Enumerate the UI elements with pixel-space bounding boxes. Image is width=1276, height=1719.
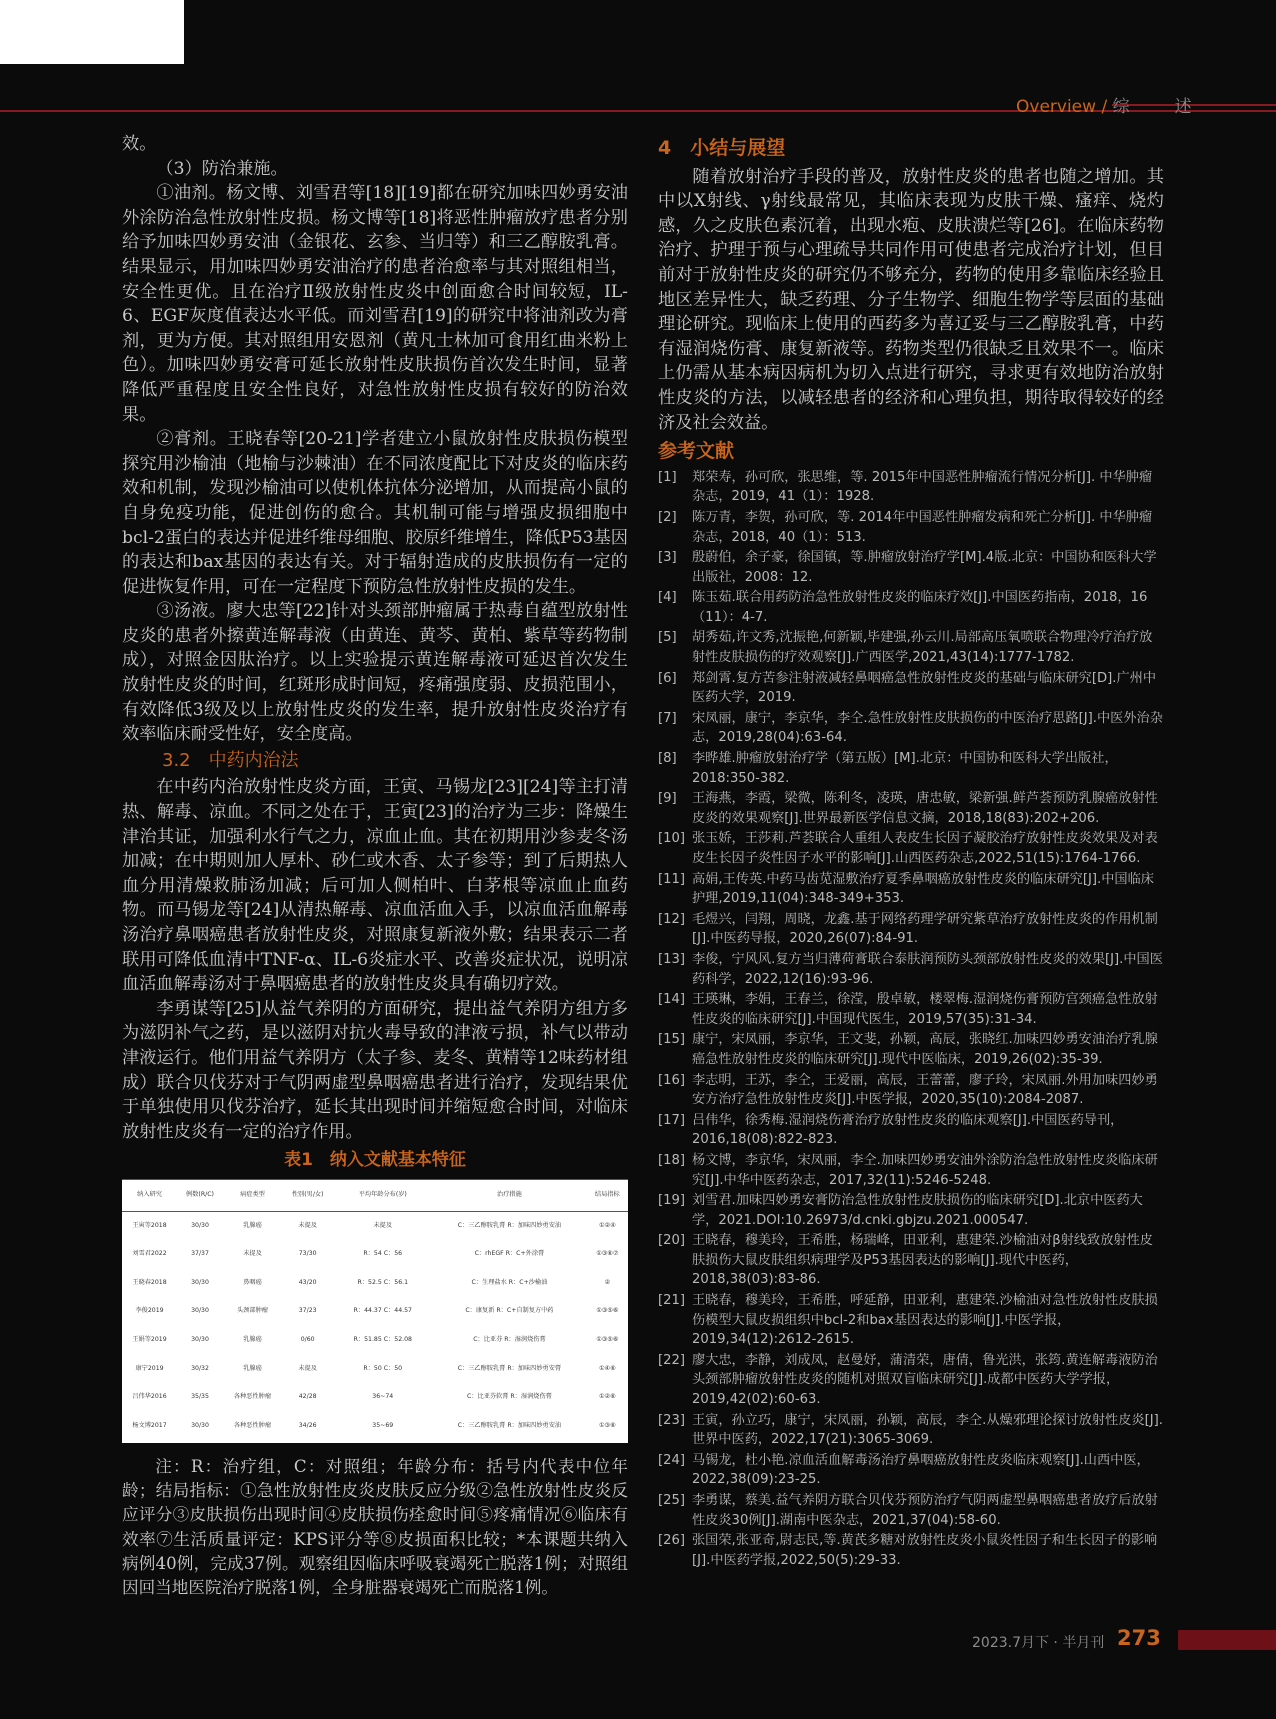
reference-item	[658, 548, 1164, 587]
paragraph: 效。	[122, 134, 157, 154]
reference-number: [4]	[658, 590, 677, 606]
reference-text: 高娟,王传英.中药马齿苋湿敷治疗夏季鼻咽癌放射性皮炎的临床研究[J].中国临床护理,2019,11(04):348-349+353.	[692, 871, 1154, 907]
corner-block	[0, 0, 184, 64]
reference-number: [20]	[658, 1233, 686, 1249]
table-cell: 36~74	[372, 1393, 394, 1401]
reference-list	[658, 468, 1164, 1571]
table-header: 结局指标	[587, 1179, 628, 1211]
reference-text: 刘雪君.加味四妙勇安膏防治急性放射性皮肤损伤的临床研究[D].北京中医药大学，2021.DOI:10.26973/d.cnki.gbjzu.2021.000547.	[692, 1193, 1143, 1228]
table-cell: ①③⑥⑦	[596, 1250, 619, 1258]
reference-item	[658, 1111, 1164, 1150]
table-cell: 头颈部肿瘤	[237, 1307, 268, 1315]
table-cell: 30/30	[191, 1278, 209, 1286]
reference-item	[658, 789, 1164, 828]
table-cell	[333, 1440, 432, 1443]
table-cell: ①③⑥	[598, 1421, 616, 1429]
reference-item	[658, 468, 1164, 507]
reference-number: [3]	[658, 550, 677, 566]
table-row	[122, 1269, 628, 1298]
table-cell: C：比亚芬 R：湿润烧伤膏	[473, 1335, 546, 1343]
paragraph: （3）防治兼施。	[156, 158, 288, 179]
table-row	[122, 1383, 628, 1412]
table-header: 病症类型	[223, 1179, 282, 1211]
table-row	[122, 1297, 628, 1326]
reference-number: [9]	[658, 791, 677, 807]
table-cell: C：三乙醇胺乳膏 R：加味四妙勇安油	[457, 1421, 562, 1429]
right-column	[658, 132, 1164, 1571]
reference-number: [15]	[658, 1032, 686, 1048]
table-cell: 各种恶性肿瘤	[233, 1421, 272, 1429]
reference-text: 张玉娇，王莎莉.芦荟联合人重组人表皮生长因子凝胶治疗放射性皮炎效果及对表皮生长因子炎性因子水平的影响[J].山西医药杂志,2022,51(15):1764-1766.	[692, 831, 1158, 866]
table-cell: R：51.85 C：52.08	[353, 1335, 412, 1343]
table-cell: 73/30	[298, 1250, 317, 1258]
table-header: 治疗措施	[432, 1179, 586, 1211]
section-tag	[1016, 92, 1206, 117]
table-row	[122, 1211, 628, 1240]
reference-text: 李勇谋，蔡美.益气养阴方联合贝伐芬预防治疗气阴两虚型鼻咽癌患者放疗后放射性皮炎30例[J].湖南中医杂志，2021,37(04):58-60.	[692, 1493, 1158, 1528]
reference-text: 毛煜兴，闫翔，周晓，龙鑫.基于网络药理学研究紫草治疗放射性皮炎的作用机制[J].中医药导报，2020,26(07):84-91.	[692, 911, 1158, 947]
table-row	[122, 1240, 628, 1269]
table-cell: ①②⑥	[598, 1393, 616, 1401]
reference-number: [22]	[658, 1352, 686, 1368]
reference-number: [25]	[658, 1493, 686, 1508]
reference-text: 李志明，王苏，李仝，王爱丽，高辰，王蕾蕾，廖子玲，宋凤丽.外用加味四妙勇安方治疗急性放射性皮炎[J].中医学报，2020,35(10):2084-2087.	[692, 1072, 1158, 1108]
table-cell: 吕伟华2016	[132, 1393, 167, 1401]
table-cell: 刘雪君2022	[132, 1250, 167, 1258]
table-cell: 康宁2019	[135, 1364, 164, 1372]
reference-item	[658, 829, 1164, 868]
reference-item	[658, 669, 1164, 708]
table-cell: 37/23	[298, 1307, 317, 1315]
table-cell: 未提及	[298, 1221, 317, 1229]
reference-text: 王晓春，穆美玲，王希胜，杨瑞峰，田亚利，惠建荣.沙榆油对β射线致放射性皮肤损伤大鼠皮肤组织病理学及P53基因表达的影响[J].现代中医药，2018,38(03):83-86.	[692, 1233, 1153, 1288]
reference-item	[658, 1071, 1164, 1110]
reference-text: 吕伟华，徐秀梅.湿润烧伤膏治疗放射性皮炎的临床观察[J].中国医药导刊，2016,18(08):822-823.	[692, 1112, 1124, 1148]
paragraph: ③汤液。廖大忠等[22]针对头颈部肿瘤属于热毒自蕴型放射性皮炎的患者外擦黄连解毒液（由黄连、黄芩、黄柏、紫草等药物制成），对照金因肽治疗。以上实验提示黄连解毒液可延迟首次发生放射性皮炎的时间，红斑形成时间短，疼痛强度弱、皮损范围小，有效降低3级及以上放射性皮炎的发生率，提升放射性皮炎治疗有效率临床耐受性好，安全度高。	[122, 601, 628, 745]
reference-item	[658, 1291, 1164, 1350]
table-cell: 30/30	[191, 1335, 209, 1343]
reference-number: [14]	[658, 992, 686, 1008]
table-cell: R：52.5 C：56.1	[357, 1278, 409, 1286]
reference-item	[658, 1151, 1164, 1190]
table-cell: 30/30	[191, 1307, 209, 1315]
page-footer	[0, 1628, 1276, 1652]
reference-item	[658, 910, 1164, 949]
table-cell: C：三乙醇胺乳膏 R：加味四妙勇安油	[457, 1221, 562, 1229]
subsection-heading: 3.2 中药内治法	[162, 749, 299, 771]
section-tag-zh: 综 述	[1112, 97, 1206, 117]
reference-number: [19]	[658, 1193, 686, 1209]
reference-item	[658, 950, 1164, 989]
reference-item	[658, 1491, 1164, 1530]
reference-number: [2]	[658, 509, 677, 525]
table-cell: 王寅等2018	[132, 1221, 167, 1229]
table-cell: 0/60	[300, 1335, 315, 1343]
table-row	[122, 1440, 628, 1443]
reference-item	[658, 1411, 1164, 1450]
table-cell: 37/37	[191, 1250, 209, 1258]
reference-number: [12]	[658, 911, 686, 927]
reference-item	[658, 1231, 1164, 1290]
issue-label: 2023.7月下 · 半月刊	[972, 1635, 1105, 1651]
reference-number: [17]	[658, 1112, 686, 1128]
reference-number: [10]	[658, 831, 686, 847]
table-title: 表1 纳入文献基本特征	[284, 1150, 466, 1171]
footer-bar	[1178, 1630, 1276, 1650]
reference-number: [24]	[658, 1452, 686, 1468]
reference-text: 王寅，孙立巧，康宁，宋凤丽，孙颖，高辰，李仝.从燥邪理论探讨放射性皮炎[J].世界中医药，2022,17(21):3065-3069.	[692, 1412, 1163, 1448]
table-cell	[122, 1440, 177, 1443]
reference-item	[658, 749, 1164, 788]
table-cell: 乳腺癌	[243, 1364, 262, 1372]
reference-number: [13]	[658, 951, 686, 967]
table-cell: ①③⑤⑥	[596, 1335, 619, 1343]
table-cell	[587, 1440, 628, 1443]
section-heading: 4 小结与展望	[658, 137, 786, 159]
reference-text: 陈玉茹.联合用药防治急性放射性皮炎的临床疗效[J].中国医药指南，2018，16（11）：4-7.	[692, 590, 1148, 625]
reference-number: [1]	[658, 469, 677, 485]
table-cell: 30/30	[191, 1421, 209, 1429]
table-cell: 35/35	[191, 1393, 209, 1401]
reference-number: [23]	[658, 1412, 686, 1428]
table-cell: C：生理盐水 R：C+沙榆油	[471, 1278, 548, 1286]
table-row	[122, 1326, 628, 1355]
reference-item	[658, 1030, 1164, 1069]
reference-text: 李晔雄.肿瘤放射治疗学（第五版）[M].北京：中国协和医科大学出版社，2018:350-382.	[692, 751, 1118, 786]
table-cell: 乳腺癌	[243, 1221, 262, 1229]
reference-item	[658, 1531, 1164, 1570]
reference-item	[658, 588, 1164, 627]
table-cell: 李俊2019	[135, 1307, 164, 1315]
table-cell: R：44.37 C：44.57	[353, 1307, 412, 1315]
table-cell: 王晓春2018	[132, 1278, 167, 1286]
table-cell: 未提及	[243, 1250, 262, 1258]
reference-number: [18]	[658, 1152, 686, 1168]
reference-text: 杨文博，李京华，宋凤丽，李仝.加味四妙勇安油外涂防治急性放射性皮炎临床研究[J].中华中医药杂志，2017,32(11):5246-5248.	[692, 1152, 1158, 1188]
table-cell: R：54 C：56	[363, 1250, 403, 1258]
reference-text: 康宁，宋凤丽，李京华，王文斐，孙颖，高辰，张晓红.加味四妙勇安油治疗乳腺癌急性放射性皮炎的临床研究[J].现代中医临床，2019,26(02):35-39.	[692, 1032, 1158, 1067]
reference-text: 马锡龙，杜小艳.凉血活血解毒汤治疗鼻咽癌放射性皮炎临床观察[J].山西中医，2022,38(09):23-25.	[692, 1452, 1150, 1488]
reference-item	[658, 628, 1164, 667]
table-cell: ①②④	[598, 1221, 616, 1229]
table-cell: ②	[604, 1278, 611, 1286]
reference-text: 郑荣寿，孙可欣，张思维，等. 2015年中国恶性肿瘤流行情况分析[J]. 中华肿瘤杂志，2019，41（1）：1928.	[692, 469, 1153, 505]
reference-number: [5]	[658, 630, 677, 646]
references-heading: 参考文献	[658, 440, 735, 463]
reference-text: 陈万青，李贺，孙可欣，等. 2014年中国恶性肿瘤发病和死亡分析[J]. 中华肿瘤杂志，2018，40（1）：513.	[692, 509, 1153, 545]
table-cell: 43/20	[298, 1278, 317, 1286]
table-cell: 30/30	[191, 1221, 209, 1229]
reference-number: [21]	[658, 1293, 686, 1309]
table-cell: 乳腺癌	[243, 1335, 262, 1343]
section-tag-en: Overview	[1016, 97, 1097, 117]
reference-text: 郑剑霄.复方苦参注射液减轻鼻咽癌急性放射性皮炎的基础与临床研究[D].广州中医药大学，2019.	[692, 670, 1157, 706]
reference-item	[658, 1351, 1164, 1410]
paragraph: 随着放射治疗手段的普及，放射性皮炎的患者也随之增加。其中以X射线、γ射线最常见，其临床表现为皮肤干燥、瘙痒、烧灼感，久之皮肤色素沉着，出现水疱、皮肤溃烂等[26]。在临床药物治疗、护理于预与心理疏导共同作用可使患者完成治疗计划，但目前对于放射性皮炎的研究仍不够充分，药物的使用多靠临床经验且地区差异性大，缺乏药理、分子生物学、细胞生物学等层面的基础理论研究。现临床上使用的西药多为喜辽妥与三乙醇胺乳膏，中药有湿润烧伤膏、康复新液等。药物类型仍很缺乏且效果不一。临床上仍需从基本病因病机为切入点进行研究，寻求更有效地防治放射性皮炎的方法，以减轻患者的经济和心理负担，期待取得较好的经济及社会效益。	[658, 166, 1164, 433]
reference-item	[658, 1451, 1164, 1490]
table-cell: R：50 C：50	[363, 1364, 403, 1372]
table-cell	[177, 1440, 223, 1443]
table-cell: 42/28	[298, 1393, 317, 1401]
reference-text: 王瑛琳，李娟，王春兰，徐滢，殷卓敏，楼翠梅.湿润烧伤膏预防宫颈癌急性放射性皮炎的临床研究[J].中国现代医生，2019,57(35):31-34.	[692, 992, 1158, 1027]
table-cell	[432, 1440, 586, 1443]
table-cell: 鼻咽癌	[243, 1278, 262, 1286]
table-cell: 34/26	[298, 1421, 317, 1429]
reference-text: 王晓春，穆美玲，王希胜，呼延静，田亚利，惠建荣.沙榆油对急性放射性皮肤损伤模型大鼠皮损组织中bcl-2和bax基因表达的影响[J].中医学报，2019,34(12):2612-2615.	[692, 1293, 1158, 1348]
reference-text: 殷蔚伯，余子豪，徐国镇，等.肿瘤放射治疗学[M].4版.北京：中国协和医科大学出版社，2008：12.	[692, 550, 1157, 585]
table-cell: ①③⑤⑥	[596, 1307, 619, 1315]
reference-item	[658, 870, 1164, 909]
table-cell: 35~69	[372, 1421, 394, 1429]
table-header: 纳入研究	[122, 1179, 177, 1211]
reference-number: [11]	[658, 871, 686, 887]
reference-number: [26]	[658, 1533, 686, 1549]
reference-number: [8]	[658, 751, 677, 767]
table-cell: 各种恶性肿瘤	[233, 1393, 272, 1401]
table-header: 性别(男/女)	[282, 1179, 333, 1211]
left-column	[122, 132, 628, 1600]
table-header: 平均年龄分布(岁)	[333, 1179, 432, 1211]
reference-number: [16]	[658, 1072, 686, 1088]
table-cell: C：比亚芬软膏 R：湿润烧伤膏	[467, 1393, 552, 1401]
table-cell: 王娟等2019	[132, 1335, 167, 1343]
reference-item	[658, 508, 1164, 547]
paragraph: 在中药内治放射性皮炎方面，王寅、马锡龙[23][24]等主打清热、解毒、凉血。不同之处在于，王寅[23]的治疗为三步：降燥生津治其证，加强利水行气之力，凉血止血。其在初期用沙参麦冬汤加减；在中期则加人厚朴、砂仁或木香、太子参等；到了后期热人血分用清燥救肺汤加减；后可加人侧柏叶、白茅根等凉血止血药物。而马锡龙等[24]从清热解毒、凉血活血入手，以凉血活血解毒汤治疗鼻咽癌患者放射性皮炎，对照康复新液外敷；结果表示二者联用可降低血清中TNF-α、IL-6炎症水平、改善炎症状况，说明凉血活血解毒汤对于鼻咽癌患者的放射性皮炎具有确切疗效。	[122, 777, 628, 995]
table-cell: C：rhEGF R：C+外涂膏	[474, 1250, 545, 1258]
reference-text: 宋凤丽，康宁，李京华，李仝.急性放射性皮肤损伤的中医治疗思路[J].中医外治杂志，2019,28(04):63-64.	[692, 710, 1163, 746]
reference-number: [7]	[658, 710, 677, 726]
table-row	[122, 1355, 628, 1384]
table-cell	[223, 1440, 282, 1443]
section-tag-slash: /	[1101, 97, 1108, 117]
table-1	[122, 1179, 628, 1443]
table-cell: 30/32	[191, 1364, 209, 1372]
reference-text: 李俊，宁风风.复方当归薄荷膏联合泰肤润预防头颈部放射性皮炎的效果[J].中国医药科学，2022,12(16):93-96.	[692, 951, 1163, 987]
table-row	[122, 1412, 628, 1441]
reference-text: 廖大忠，李静，刘成凤，赵曼妤，蒲清荣，唐倩，鲁光洪，张筠.黄连解毒液防治头颈部肿瘤放射性皮炎的随机对照双盲临床研究[J].成都中医药大学学报，2019,42(02):60-63.	[692, 1352, 1158, 1408]
table-note: 注：R：治疗组，C：对照组；年龄分布：括号内代表中位年龄；结局指标：①急性放射性皮炎皮肤反应分级②急性放射性皮炎反应评分③皮肤损伤出现时间④皮肤损伤痊愈时间⑤疼痛情况⑥临床有效率⑦生活质量评定：KPS评分等⑧皮损面积比较；*本课题共纳入病例40例，完成37例。观察组因临床呼吸衰竭死亡脱落1例；对照组因回当地医院治疗脱落1例，全身脏器衰竭死亡而脱落1例。	[122, 1456, 628, 1597]
reference-item	[658, 990, 1164, 1029]
reference-text: 胡秀茹,许文秀,沈振艳,何新颖,毕建强,孙云川.局部高压氧喷联合物理冷疗治疗放射性皮肤损伤的疗效观察[J].广西医学,2021,43(14):1777-1782.	[692, 630, 1153, 666]
table-cell: 未提及	[298, 1364, 317, 1372]
reference-item	[658, 1191, 1164, 1230]
page-number: 273	[1117, 1626, 1161, 1650]
table-cell: C：三乙醇胺乳膏 R：加味四妙勇安膏	[457, 1364, 562, 1372]
paragraph: ②膏剂。王晓春等[20-21]学者建立小鼠放射性皮肤损伤模型探究用沙榆油（地榆与沙棘油）在不同浓度配比下对皮炎的临床药效和机制，发现沙榆油可以使机体抗体分泌增加，从而提高小鼠的自身免疫功能，促进创伤的愈合。其机制可能与增强皮损细胞中bcl-2蛋白的表达并促进纤维母细胞、胶原纤维增生，降低P53基因的表达和bax基因的表达有关。对于辐射造成的皮肤损伤有一定的促进恢复作用，可在一定程度下预防急性放射性皮损的发生。	[122, 429, 628, 597]
table-cell: ①④⑥	[598, 1364, 616, 1372]
table-cell: 未提及	[373, 1221, 393, 1229]
table-cell: 杨文博2017	[132, 1421, 167, 1429]
reference-text: 张国荣,张亚奇,尉志民,等.黄芪多糖对放射性皮炎小鼠炎性因子和生长因子的影响[J].中医药学报,2022,50(5):29-33.	[692, 1533, 1158, 1568]
reference-text: 王海燕，李霞，梁微，陈利冬，凌瑛，唐忠敏，梁新强.鲜芦荟预防乳腺癌放射性皮炎的效果观察[J].世界最新医学信息文摘，2018,18(83):202+206.	[692, 791, 1158, 826]
reference-item	[658, 709, 1164, 748]
table-header: 例数(R/C)	[177, 1179, 223, 1211]
paragraph: ①油剂。杨文博、刘雪君等[18][19]都在研究加味四妙勇安油外涂防治急性放射性皮损。杨文博等[18]将恶性肿瘤放疗患者分别给予加味四妙勇安油（金银花、玄参、当归等）和三乙醇胺乳膏。结果显示，用加味四妙勇安油治疗的患者治愈率与其对照组相当，安全性更优。且在治疗Ⅱ级放射性皮炎中创面愈合时间较短，IL-6、EGF灰度值表达水平低。而刘雪君[19]的研究中将油剂改为膏剂，更为方便。其对照组用安恩剂（黄凡士林加可食用红曲米粉上色）。加味四妙勇安膏可延长放射性皮肤损伤首次发生时间，显著降低严重程度且安全性良好，对急性放射性皮损有较好的防治效果。	[122, 183, 628, 425]
paragraph: 李勇谋等[25]从益气养阴的方面研究，提出益气养阴方组方多为滋阴补气之药，是以滋阴对抗火毒导致的津液亏损，补气以带动津液运行。他们用益气养阴方（太子参、麦冬、黄精等12味药材组成）联合贝伐芬对于气阴两虚型鼻咽癌患者进行治疗，发现结果优于单独使用贝伐芬治疗，延长其出现时间并缩短愈合时间，对临床放射性皮炎有一定的治疗作用。	[122, 998, 628, 1142]
reference-number: [6]	[658, 670, 677, 686]
table-cell	[282, 1440, 333, 1443]
table-cell: C：康复新 R：C+自制复方中药	[465, 1307, 554, 1315]
